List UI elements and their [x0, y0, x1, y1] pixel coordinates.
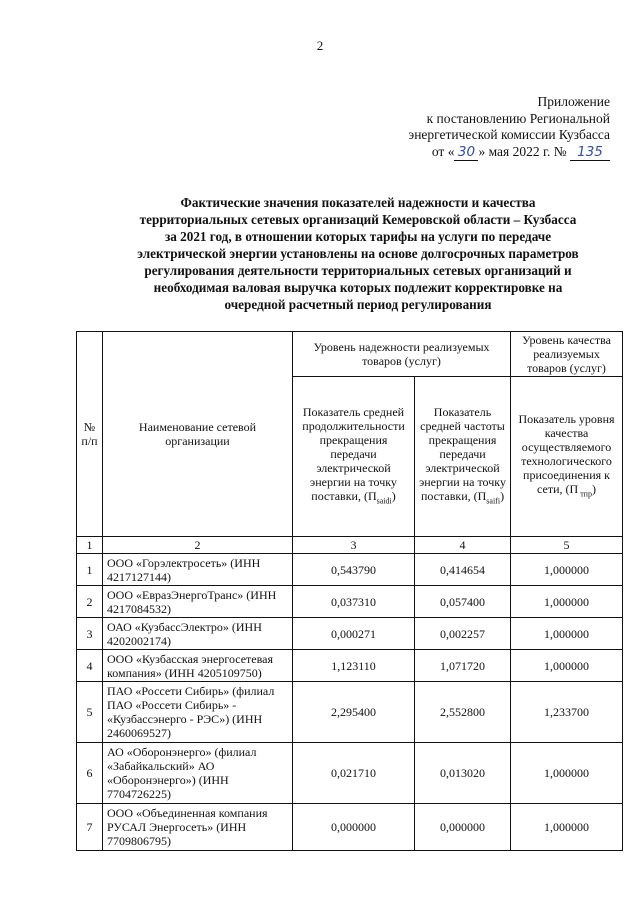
date-day-handwritten: 30 — [454, 144, 478, 162]
tpr-value: 1,000000 — [511, 554, 623, 586]
tpr-value: 1,000000 — [511, 586, 623, 618]
tpr-value: 1,000000 — [511, 804, 623, 851]
tpr-value: 1,233700 — [511, 682, 623, 743]
column-number: 5 — [511, 537, 623, 554]
row-num: 7 — [77, 804, 103, 851]
tpr-value: 1,000000 — [511, 618, 623, 650]
header-saidi — [293, 377, 415, 537]
column-number: 4 — [415, 537, 511, 554]
column-number: 1 — [77, 537, 103, 554]
saidi-value: 2,295400 — [293, 682, 415, 743]
org-name: АО «Оборонэнерго» (филиал «Забайкальский» АО «Оборонэнерго») (ИНН 7704726225) — [103, 743, 293, 804]
header-tpr-end: ) — [591, 481, 596, 496]
table-row — [77, 743, 623, 804]
header-tpr-text: Показатель уровня качества осуществляемого технологического присоединения к сети, (П — [518, 411, 615, 496]
row-num: 1 — [77, 554, 103, 586]
table-row — [77, 682, 623, 743]
tpr-value: 1,000000 — [511, 743, 623, 804]
page-number: 2 — [316, 38, 324, 53]
header-quality-group: Уровень качества реализуемых товаров (услуг) — [511, 332, 623, 377]
annex-date-line — [408, 144, 610, 162]
annex-line-3: энергетической комиссии Кузбасса — [408, 127, 610, 142]
header-saifi-sub: saifi — [486, 496, 501, 506]
org-name: ПАО «Россети Сибирь» (филиал ПАО «Россети Сибирь» - «Кузбассэнерго - РЭС») (ИНН 2460069527) — [103, 682, 293, 743]
table-row — [77, 586, 623, 618]
saidi-value: 0,037310 — [293, 586, 415, 618]
table-row — [77, 554, 623, 586]
indicators-table — [76, 331, 623, 851]
saidi-value: 0,543790 — [293, 554, 415, 586]
org-name: ООО «Кузбасская энергосетевая компания» (ИНН 4205109750) — [103, 650, 293, 682]
table-row — [77, 804, 623, 851]
table-row — [77, 650, 623, 682]
title-line: очередной расчетный период регулирования — [224, 297, 492, 312]
table-header-row — [77, 332, 623, 377]
title-line: регулирования деятельности территориальных сетевых организаций и — [144, 263, 572, 278]
saidi-value: 0,021710 — [293, 743, 415, 804]
header-num: № п/п — [77, 332, 103, 537]
column-number: 2 — [103, 537, 293, 554]
saifi-value: 0,013020 — [415, 743, 511, 804]
title-line: необходимая валовая выручка которых подлежит корректировке на — [153, 280, 563, 295]
doc-number-handwritten: 135 — [570, 144, 610, 162]
header-saifi — [415, 377, 511, 537]
header-tpr-sub: тпр — [578, 489, 592, 499]
saifi-value: 2,552800 — [415, 682, 511, 743]
row-num: 4 — [77, 650, 103, 682]
org-name: ООО «Горэлектросеть» (ИНН 4217127144) — [103, 554, 293, 586]
tpr-value: 1,000000 — [511, 650, 623, 682]
annex-line-2: к постановлению Региональной — [426, 110, 610, 126]
saidi-value: 0,000271 — [293, 618, 415, 650]
saifi-value: 1,071720 — [415, 650, 511, 682]
date-suffix: » мая 2022 г. № — [478, 143, 567, 159]
header-reliability-group: Уровень надежности реализуемых товаров (услуг) — [293, 332, 511, 377]
row-num: 3 — [77, 618, 103, 650]
table-row — [77, 618, 623, 650]
header-tpr — [511, 377, 623, 537]
column-number: 3 — [293, 537, 415, 554]
saidi-value: 1,123110 — [293, 650, 415, 682]
saifi-value: 0,000000 — [415, 804, 511, 851]
title-line: за 2021 год, в отношении которых тарифы на услуги по передаче — [164, 229, 552, 244]
org-name: ООО «Объединенная компания РУСАЛ Энергосеть» (ИНН 7709806795) — [103, 804, 293, 851]
row-num: 6 — [77, 743, 103, 804]
column-number-row — [77, 537, 623, 554]
annex-line-1: Приложение — [537, 94, 610, 109]
header-saidi-sub: saidi — [376, 496, 392, 506]
date-prefix: от « — [431, 143, 455, 159]
title-line: территориальных сетевых организаций Кемеровской области – Кузбасса — [139, 212, 577, 227]
saifi-value: 0,414654 — [415, 554, 511, 586]
row-num: 5 — [77, 682, 103, 743]
header-saifi-text: Показатель средней частоты прекращения передачи электрической энергии на точку поставки, (П — [419, 404, 506, 503]
row-num: 2 — [77, 586, 103, 618]
title-line: электрической энергии установлены на основе долгосрочных параметров — [137, 246, 579, 261]
saifi-value: 0,002257 — [415, 618, 511, 650]
org-name: ООО «ЕвразЭнергоТранс» (ИНН 4217084532) — [103, 586, 293, 618]
annex-block — [408, 94, 610, 161]
header-org-name: Наименование сетевой организации — [103, 332, 293, 537]
document-title — [96, 194, 620, 313]
header-saidi-end: ) — [391, 488, 396, 503]
header-saidi-text: Показатель средней продолжительности прекращения передачи электрической энергии на точку поставки, (П — [302, 404, 405, 503]
saidi-value: 0,000000 — [293, 804, 415, 851]
title-line: Фактические значения показателей надежности и качества — [180, 195, 536, 210]
saifi-value: 0,057400 — [415, 586, 511, 618]
header-saifi-end: ) — [500, 488, 505, 503]
org-name: ОАО «КузбассЭлектро» (ИНН 4202002174) — [103, 618, 293, 650]
